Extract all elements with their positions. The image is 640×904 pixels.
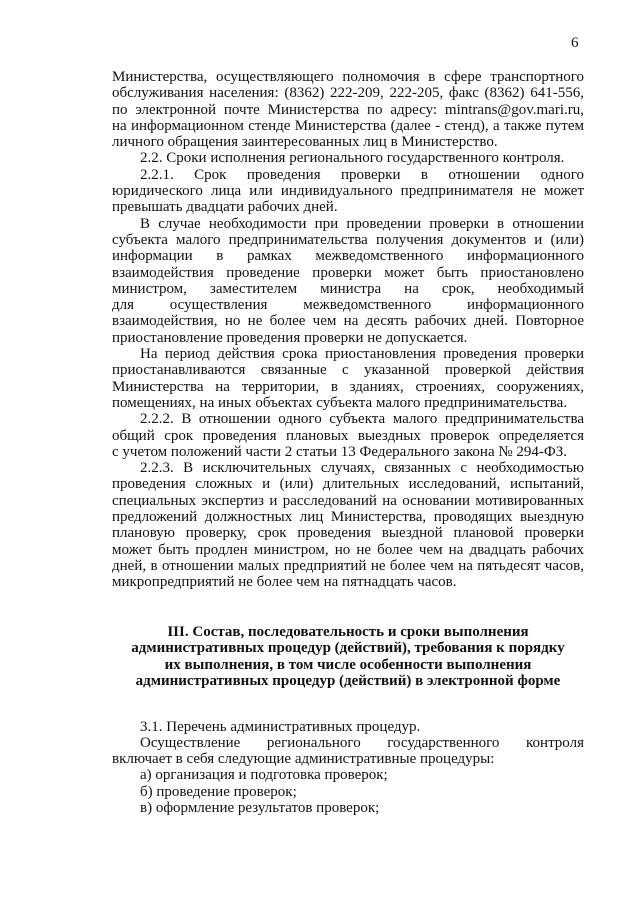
- paragraph-2-2: [112, 150, 584, 166]
- text-line: может быть продлен министром, но не более чем на двадцать рабочих: [112, 541, 584, 558]
- text-line: взаимодействия проведение проверки может быть приостановлено: [112, 264, 584, 281]
- paragraph-3-1: [112, 719, 584, 735]
- text-line: общий срок проведения плановых выездных проверок определяется: [112, 427, 584, 444]
- procedure-list: [112, 767, 584, 816]
- text-line: 2.2.3. В исключительных случаях, связанных с необходимостью: [140, 460, 584, 477]
- text-line: Министерства на территории, в зданиях, строениях, сооружениях,: [112, 378, 584, 395]
- text-line: В случае необходимости при проведении проверки в отношении: [140, 215, 584, 232]
- text-line: с учетом положений части 2 статьи 13 Федерального закона № 294-ФЗ.: [112, 443, 568, 460]
- paragraph-suspension: [112, 216, 584, 346]
- paragraph-suspension-period: [112, 346, 584, 411]
- paragraph-2-2-3: [112, 460, 584, 590]
- text-line: субъекта малого предпринимательства получения документов и (или): [112, 231, 584, 248]
- text-line: Министерства, осуществляющего полномочия в сфере транспортного: [112, 69, 584, 85]
- text-line: 2.2. Сроки исполнения регионального государственного контроля.: [140, 150, 565, 167]
- list-item: а) организация и подготовка проверок;: [140, 767, 388, 784]
- text-line: На период действия срока приостановления проведения проверки: [140, 346, 584, 363]
- paragraph-procedures: [112, 735, 584, 768]
- text-line: для осуществления межведомственного информационного: [112, 297, 584, 314]
- text-line: приостанавливаются связанные с указанной проверкой действия: [112, 362, 584, 379]
- heading-line: их выполнения, в том числе особенности выполнения: [164, 656, 532, 673]
- heading-line: III. Состав, последовательность и сроки выполнения: [167, 623, 529, 640]
- document-body: [112, 69, 584, 816]
- text-line: включает в себя следующие административные процедуры:: [112, 751, 495, 768]
- paragraph-2-2-1: [112, 167, 584, 216]
- text-line: 3.1. Перечень административных процедур.: [140, 718, 421, 735]
- paragraph-contact-info: [112, 69, 584, 150]
- text-line: личного обращения заинтересованных лиц в Министерство.: [112, 134, 498, 151]
- text-line: 2.2.2. В отношении одного субъекта малого предпринимательства: [140, 411, 584, 428]
- text-line: приостановление проведения проверки не допускается.: [112, 329, 468, 346]
- text-line: информации в рамках межведомственного информационного: [112, 248, 584, 265]
- heading-line: административных процедур (действий) в электронной форме: [135, 673, 561, 689]
- text-line: предложений должностных лиц Министерства, проводящих выездную: [112, 509, 584, 526]
- list-item: б) проведение проверок;: [140, 783, 297, 800]
- text-line: 2.2.1. Срок проведения проверки в отношении одного: [140, 166, 584, 183]
- text-line: Осуществление регионального государственного контроля: [140, 734, 584, 751]
- text-line: микропредприятий не более чем на пятнадцать часов.: [112, 574, 457, 591]
- text-line: проведения сложных и (или) длительных исследований, испытаний,: [112, 476, 584, 493]
- text-line: специальных экспертиз и расследований на основании мотивированных: [112, 492, 584, 509]
- text-line: дней, в отношении малых предприятий не более чем на пятьдесят часов,: [112, 557, 584, 574]
- text-line: помещениях, на иных объектах субъекта малого предпринимательства.: [112, 394, 568, 411]
- paragraph-2-2-2: [112, 411, 584, 460]
- page-number: 6: [571, 35, 579, 51]
- spacer: [112, 591, 584, 624]
- text-line: на информационном стенде Министерства (далее - стенд), а также путем: [112, 117, 584, 134]
- text-line: взаимодействия, но не более чем на десять рабочих дней. Повторное: [112, 313, 584, 330]
- spacer: [112, 690, 584, 719]
- text-line: превышать двадцати рабочих дней.: [112, 199, 338, 216]
- heading-line: административных процедур (действий), требования к порядку: [131, 640, 565, 656]
- text-line: по электронной почте Министерства по адресу: mintrans@gov.mari.ru,: [112, 101, 584, 118]
- text-line: министром, заместителем министра на срок, необходимый: [112, 280, 584, 297]
- text-line: юридического лица или индивидуального предпринимателя не может: [112, 183, 584, 200]
- list-item: в) оформление результатов проверок;: [140, 799, 380, 816]
- text-line: плановую проверку, срок проведения выездной плановой проверки: [112, 525, 584, 542]
- section-heading: [112, 624, 584, 690]
- text-line: обслуживания населения: (8362) 222-209, 222-205, факс (8362) 641-556,: [112, 85, 584, 102]
